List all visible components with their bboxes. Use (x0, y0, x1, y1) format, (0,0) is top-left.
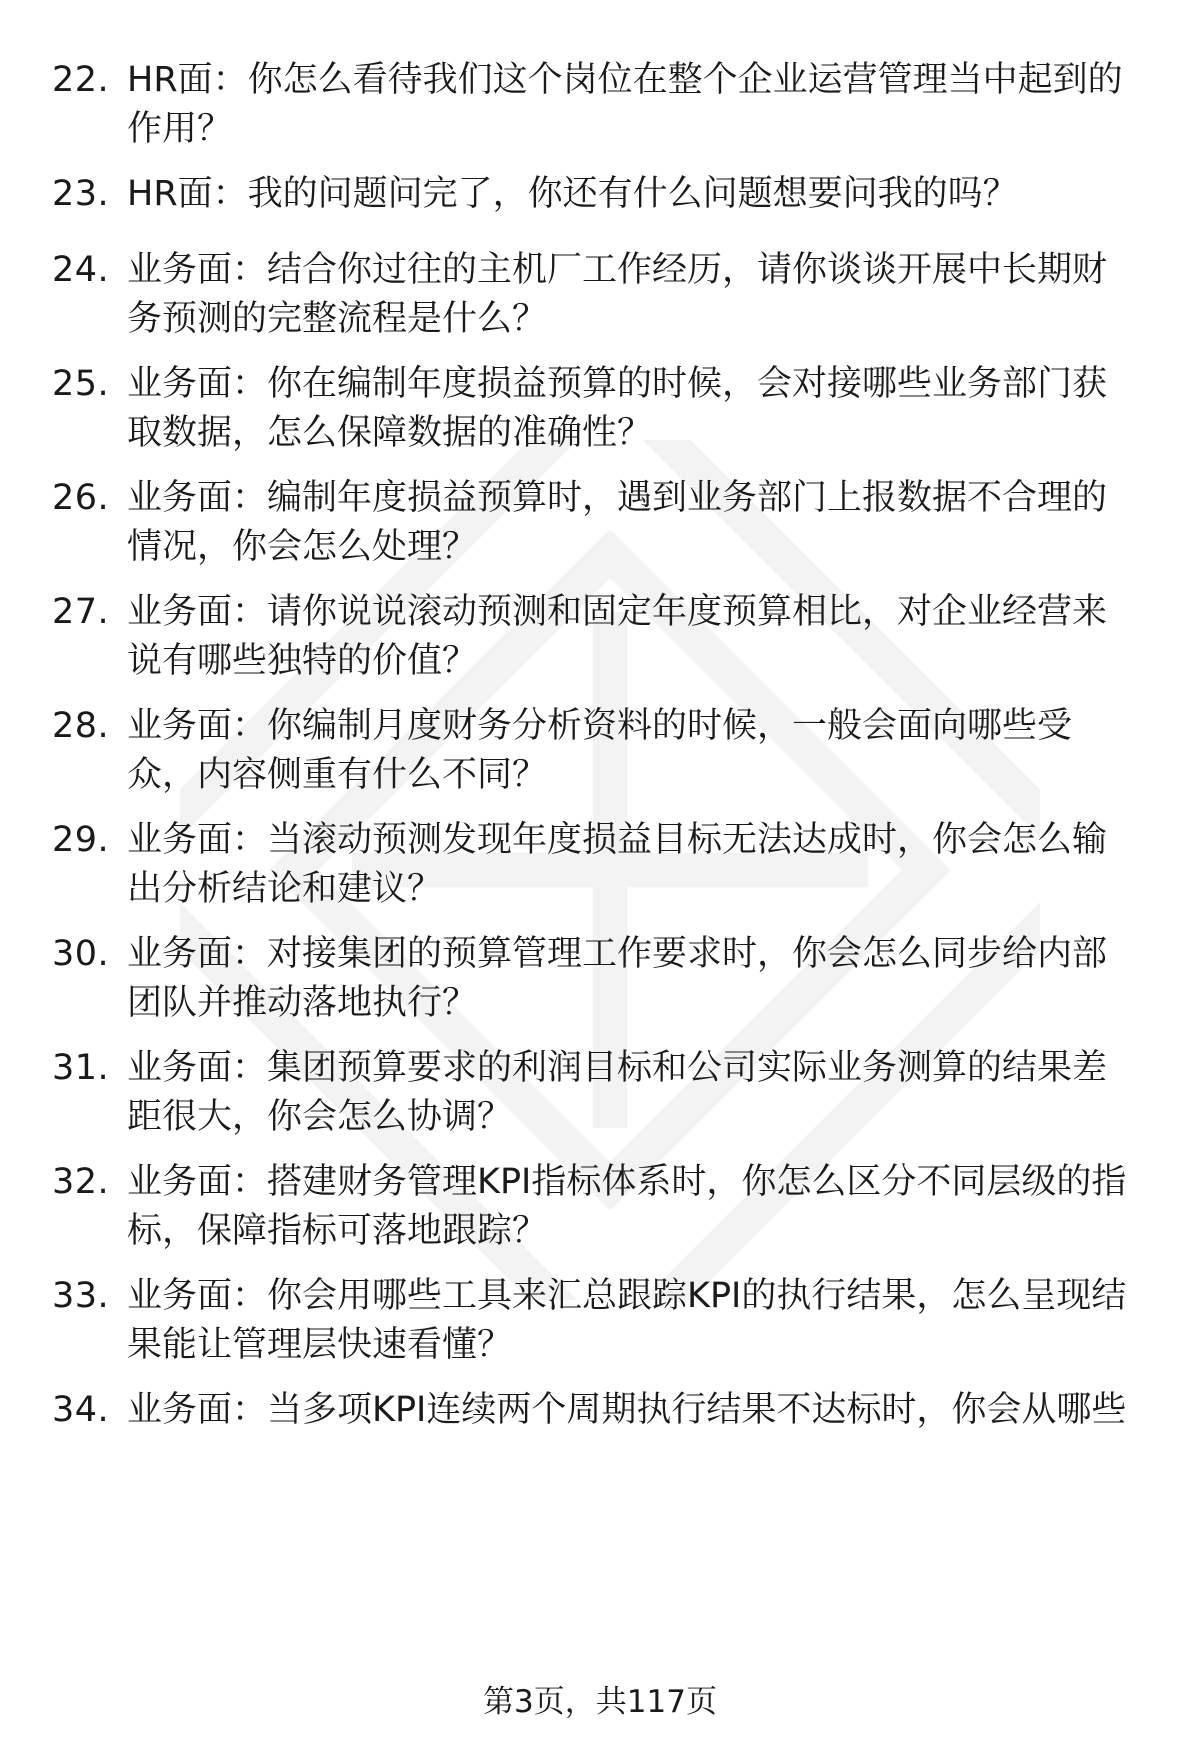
question-text (127, 170, 1157, 219)
question-line: 业务面：搭建财务管理KPI指标体系时，你怎么区分不同层级的指 (127, 1162, 1127, 1202)
question-item (0, 588, 1200, 688)
question-number: 31. (52, 1048, 110, 1088)
question-text (127, 816, 1157, 914)
question-item (0, 360, 1200, 460)
question-line: HR面：我的问题问完了，你还有什么问题想要问我的吗？ (127, 174, 1018, 214)
question-line: 业务面：当滚动预测发现年度损益目标无法达成时，你会怎么输 (127, 820, 1108, 860)
question-number: 23. (52, 174, 110, 214)
question-text (127, 1386, 1157, 1435)
question-line: 出分析结论和建议？ (127, 869, 443, 909)
question-line: 说有哪些独特的价值？ (127, 641, 478, 681)
question-text (127, 930, 1157, 1028)
question-line: 情况，你会怎么处理？ (127, 527, 478, 567)
question-item (0, 1386, 1200, 1486)
question-number: 34. (52, 1390, 110, 1430)
question-item (0, 930, 1200, 1030)
question-item (0, 1044, 1200, 1144)
question-text (127, 1044, 1157, 1142)
question-line: 取数据，怎么保障数据的准确性？ (127, 413, 653, 453)
question-line: 业务面：你会用哪些工具来汇总跟踪KPI的执行结果，怎么呈现结 (127, 1276, 1127, 1316)
question-item (0, 56, 1200, 156)
question-number: 33. (52, 1276, 110, 1316)
question-line: 业务面：当多项KPI连续两个周期执行结果不达标时，你会从哪些 (127, 1390, 1127, 1430)
question-line: 业务面：编制年度损益预算时，遇到业务部门上报数据不合理的 (127, 478, 1108, 518)
question-line: 业务面：结合你过往的主机厂工作经历，请你谈谈开展中长期财 (127, 250, 1108, 290)
question-text (127, 1272, 1157, 1370)
question-number: 30. (52, 934, 110, 974)
question-number: 28. (52, 706, 110, 746)
question-line: 众，内容侧重有什么不同？ (127, 755, 548, 795)
question-line: 距很大，你会怎么协调？ (127, 1097, 513, 1137)
question-line: 业务面：集团预算要求的利润目标和公司实际业务测算的结果差 (127, 1048, 1108, 1088)
question-line: 果能让管理层快速看懂？ (127, 1325, 513, 1365)
question-item (0, 246, 1200, 346)
question-number: 27. (52, 592, 110, 632)
question-text (127, 360, 1157, 458)
question-line: 业务面：你在编制年度损益预算的时候，会对接哪些业务部门获 (127, 364, 1108, 404)
question-item (0, 1158, 1200, 1258)
question-number: 29. (52, 820, 110, 860)
question-number: 32. (52, 1162, 110, 1202)
question-number: 26. (52, 478, 110, 518)
question-line: HR面：你怎么看待我们这个岗位在整个企业运营管理当中起到的 (127, 60, 1123, 100)
page-number-label: 第3页，共117页 (483, 1684, 717, 1720)
question-item (0, 816, 1200, 916)
question-line: 标，保障指标可落地跟踪？ (127, 1211, 548, 1251)
question-text (127, 588, 1157, 686)
question-line: 业务面：请你说说滚动预测和固定年度预算相比，对企业经营来 (127, 592, 1108, 632)
question-text (127, 246, 1157, 344)
question-item (0, 1272, 1200, 1372)
question-line: 业务面：你编制月度财务分析资料的时候，一般会面向哪些受 (127, 706, 1073, 746)
question-line: 作用？ (127, 109, 233, 149)
question-text (127, 702, 1157, 800)
question-text (127, 474, 1157, 572)
question-text (127, 56, 1157, 154)
question-item (0, 702, 1200, 802)
question-number: 25. (52, 364, 110, 404)
question-number: 22. (52, 60, 110, 100)
page-footer (0, 1682, 1200, 1722)
question-line: 务预测的完整流程是什么？ (127, 299, 548, 339)
question-item (0, 474, 1200, 574)
question-number: 24. (52, 250, 110, 290)
question-text (127, 1158, 1157, 1256)
question-line: 业务面：对接集团的预算管理工作要求时，你会怎么同步给内部 (127, 934, 1108, 974)
question-line: 团队并推动落地执行？ (127, 983, 478, 1023)
